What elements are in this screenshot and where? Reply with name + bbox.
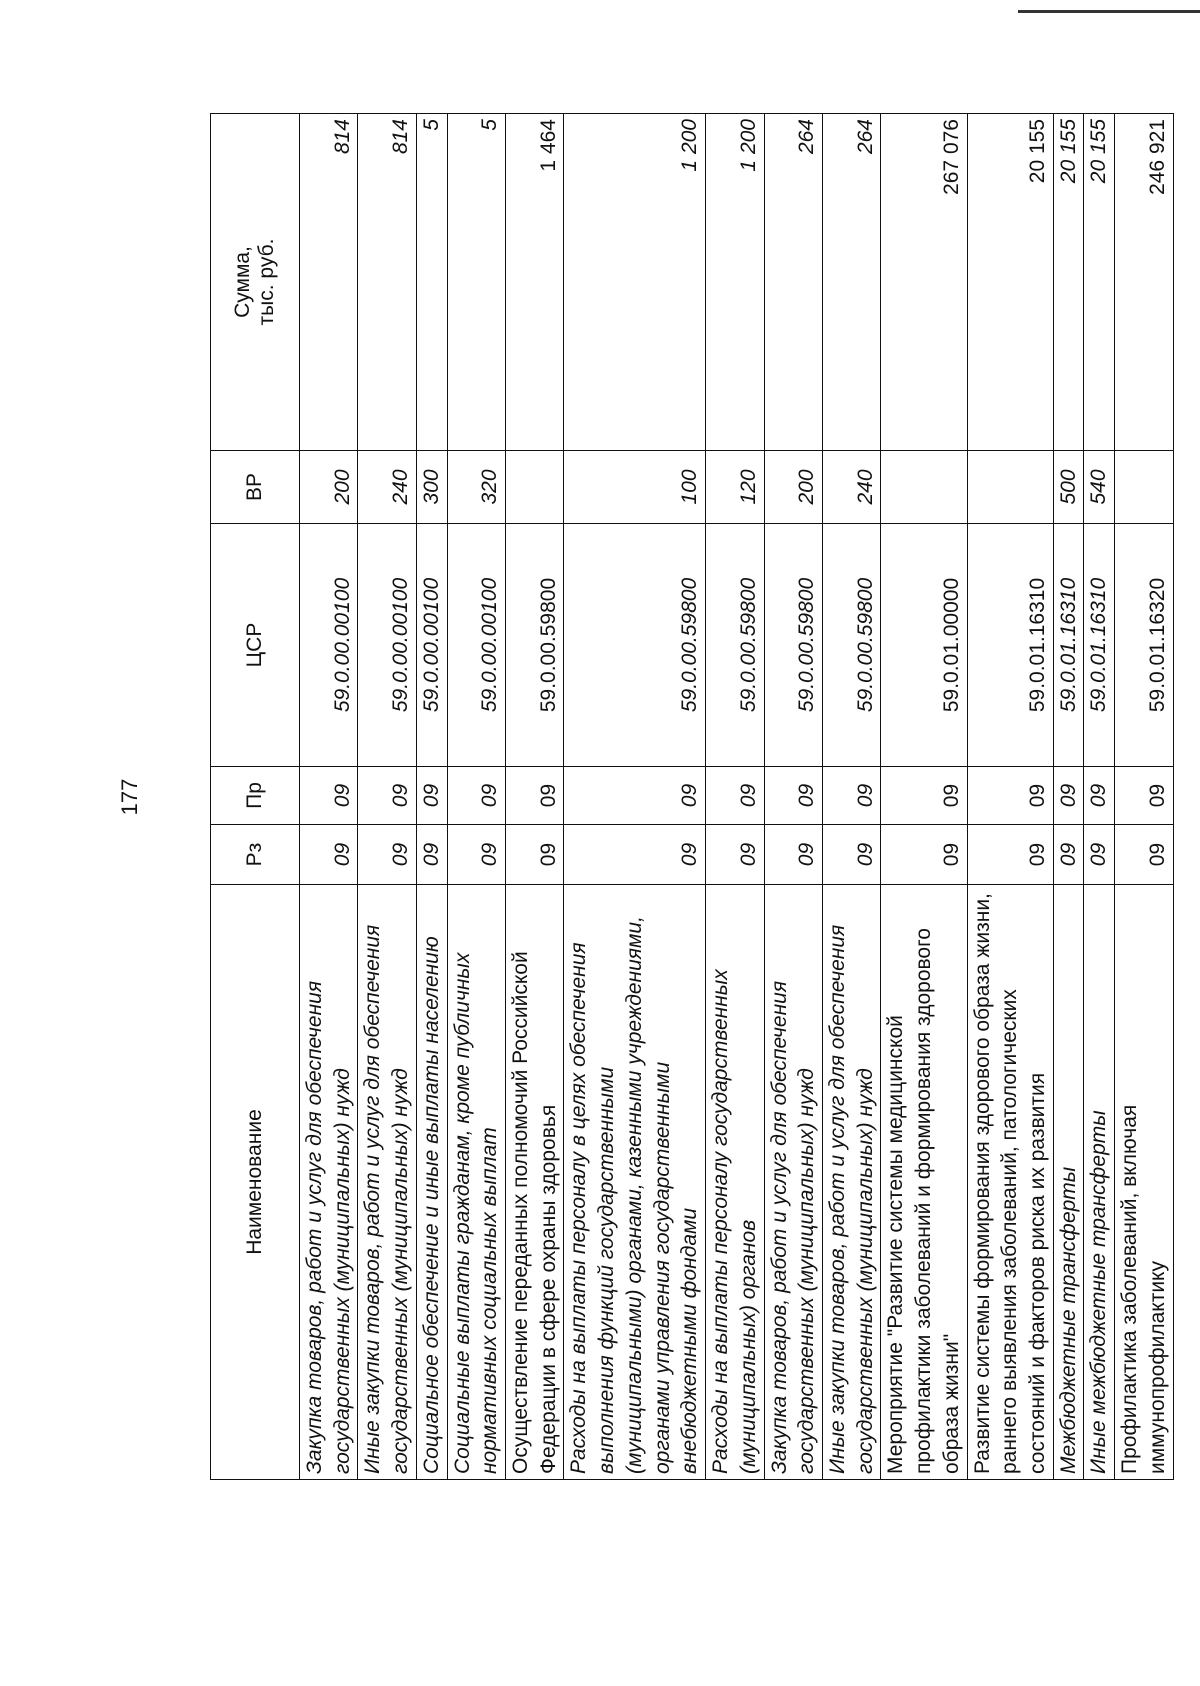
cell-rz: 09 — [764, 825, 822, 885]
cell-pr: 09 — [416, 767, 447, 825]
table-row — [881, 114, 967, 1480]
header-vr: ВР — [211, 451, 300, 524]
cell-sum: 1 200 — [706, 114, 764, 451]
cell-pr: 09 — [1053, 767, 1084, 825]
cell-csr: 59.0.00.59800 — [564, 524, 706, 767]
cell-pr: 09 — [358, 767, 416, 825]
rotated-page — [100, 114, 1169, 1480]
cell-name: Иные межбюджетные трансферты — [1084, 885, 1115, 1480]
cell-sum: 814 — [358, 114, 416, 451]
cell-vr: 500 — [1053, 451, 1084, 524]
header-pr: Пр — [211, 767, 300, 825]
cell-sum: 20 155 — [967, 114, 1053, 451]
cell-csr: 59.0.00.59800 — [764, 524, 822, 767]
cell-rz: 09 — [300, 825, 358, 885]
cell-rz: 09 — [1084, 825, 1115, 885]
cell-sum: 1 200 — [564, 114, 706, 451]
cell-name: Мероприятие "Развитие системы медицинской профилактики заболеваний и формирования здорового образа жизни" — [881, 885, 967, 1480]
cell-vr: 540 — [1084, 451, 1115, 524]
cell-pr: 09 — [706, 767, 764, 825]
cell-vr — [506, 451, 564, 524]
cell-rz: 09 — [358, 825, 416, 885]
header-sum-line2: тыс. руб. — [255, 238, 278, 326]
cell-pr: 09 — [300, 767, 358, 825]
cell-name: Расходы на выплаты персоналу в целях обеспечения выполнения функций государственными (муниципальными) органами, казенными учреждениями, органами управления государственными внебюджетными фондами — [564, 885, 706, 1480]
table-row — [1053, 114, 1084, 1480]
cell-sum: 1 464 — [506, 114, 564, 451]
cell-sum: 5 — [447, 114, 505, 451]
cell-vr: 240 — [822, 451, 880, 524]
cell-rz: 09 — [506, 825, 564, 885]
cell-name: Профилактика заболеваний, включая иммунопрофилактику — [1115, 885, 1173, 1480]
header-csr: ЦСР — [211, 524, 300, 767]
cell-sum: 20 155 — [1084, 114, 1115, 451]
cell-pr: 09 — [447, 767, 505, 825]
table-row — [967, 114, 1053, 1480]
table-row — [506, 114, 564, 1480]
table-row — [300, 114, 358, 1480]
table-row — [706, 114, 764, 1480]
cell-vr: 200 — [300, 451, 358, 524]
cell-csr: 59.0.00.00100 — [300, 524, 358, 767]
cell-name: Развитие системы формирования здорового образа жизни, раннего выявления заболеваний, патологических состояний и факторов риска их развития — [967, 885, 1053, 1480]
cell-csr: 59.0.00.00100 — [416, 524, 447, 767]
cell-pr: 09 — [1084, 767, 1115, 825]
cell-name: Социальное обеспечение и иные выплаты населению — [416, 885, 447, 1480]
cell-vr — [967, 451, 1053, 524]
cell-vr: 240 — [358, 451, 416, 524]
cell-name: Закупка товаров, работ и услуг для обеспечения государственных (муниципальных) нужд — [764, 885, 822, 1480]
cell-csr: 59.0.00.00100 — [447, 524, 505, 767]
cell-name: Межбюджетные трансферты — [1053, 885, 1084, 1480]
cell-name: Иные закупки товаров, работ и услуг для обеспечения государственных (муниципальных) нужд — [358, 885, 416, 1480]
table-body — [300, 114, 1174, 1480]
header-sum-line1: Сумма, — [230, 246, 254, 318]
table-row — [822, 114, 880, 1480]
table-row — [1115, 114, 1173, 1480]
cell-vr: 320 — [447, 451, 505, 524]
cell-csr: 59.0.00.00100 — [358, 524, 416, 767]
cell-pr: 09 — [764, 767, 822, 825]
cell-csr: 59.0.01.16310 — [967, 524, 1053, 767]
table-row — [764, 114, 822, 1480]
cell-sum: 264 — [764, 114, 822, 451]
table-row — [564, 114, 706, 1480]
cell-pr: 09 — [967, 767, 1053, 825]
header-rz: Рз — [211, 825, 300, 885]
cell-csr: 59.0.01.00000 — [881, 524, 967, 767]
cell-sum: 267 076 — [881, 114, 967, 451]
scan-edge-line — [1018, 10, 1200, 13]
table-row — [447, 114, 505, 1480]
cell-pr: 09 — [822, 767, 880, 825]
table-row — [358, 114, 416, 1480]
cell-sum: 264 — [822, 114, 880, 451]
cell-vr: 120 — [706, 451, 764, 524]
cell-name: Иные закупки товаров, работ и услуг для обеспечения государственных (муниципальных) нужд — [822, 885, 880, 1480]
cell-name: Осуществление переданных полномочий Российской Федерации в сфере охраны здоровья — [506, 885, 564, 1480]
cell-vr: 300 — [416, 451, 447, 524]
table-header-row — [211, 114, 300, 1480]
cell-vr: 100 — [564, 451, 706, 524]
header-name: Наименование — [211, 885, 300, 1480]
cell-rz: 09 — [967, 825, 1053, 885]
cell-sum: 246 921 — [1115, 114, 1173, 451]
header-sum — [211, 114, 300, 451]
cell-pr: 09 — [506, 767, 564, 825]
cell-rz: 09 — [1053, 825, 1084, 885]
cell-csr: 59.0.01.16320 — [1115, 524, 1173, 767]
cell-vr: 200 — [764, 451, 822, 524]
cell-csr: 59.0.01.16310 — [1053, 524, 1084, 767]
cell-name: Социальные выплаты гражданам, кроме публичных нормативных социальных выплат — [447, 885, 505, 1480]
page-number: 177 — [117, 778, 142, 816]
cell-rz: 09 — [416, 825, 447, 885]
cell-name: Закупка товаров, работ и услуг для обеспечения государственных (муниципальных) нужд — [300, 885, 358, 1480]
cell-pr: 09 — [564, 767, 706, 825]
cell-name: Расходы на выплаты персоналу государственных (муниципальных) органов — [706, 885, 764, 1480]
cell-pr: 09 — [881, 767, 967, 825]
cell-rz: 09 — [447, 825, 505, 885]
cell-csr: 59.0.01.16310 — [1084, 524, 1115, 767]
cell-rz: 09 — [881, 825, 967, 885]
table-row — [1084, 114, 1115, 1480]
cell-vr — [881, 451, 967, 524]
table-row — [416, 114, 447, 1480]
cell-rz: 09 — [1115, 825, 1173, 885]
cell-vr — [1115, 451, 1173, 524]
cell-csr: 59.0.00.59800 — [706, 524, 764, 767]
cell-sum: 20 155 — [1053, 114, 1084, 451]
cell-pr: 09 — [1115, 767, 1173, 825]
cell-rz: 09 — [822, 825, 880, 885]
cell-csr: 59.0.00.59800 — [506, 524, 564, 767]
cell-csr: 59.0.00.59800 — [822, 524, 880, 767]
cell-rz: 09 — [564, 825, 706, 885]
cell-rz: 09 — [706, 825, 764, 885]
cell-sum: 5 — [416, 114, 447, 451]
cell-sum: 814 — [300, 114, 358, 451]
budget-table — [210, 113, 1174, 1480]
